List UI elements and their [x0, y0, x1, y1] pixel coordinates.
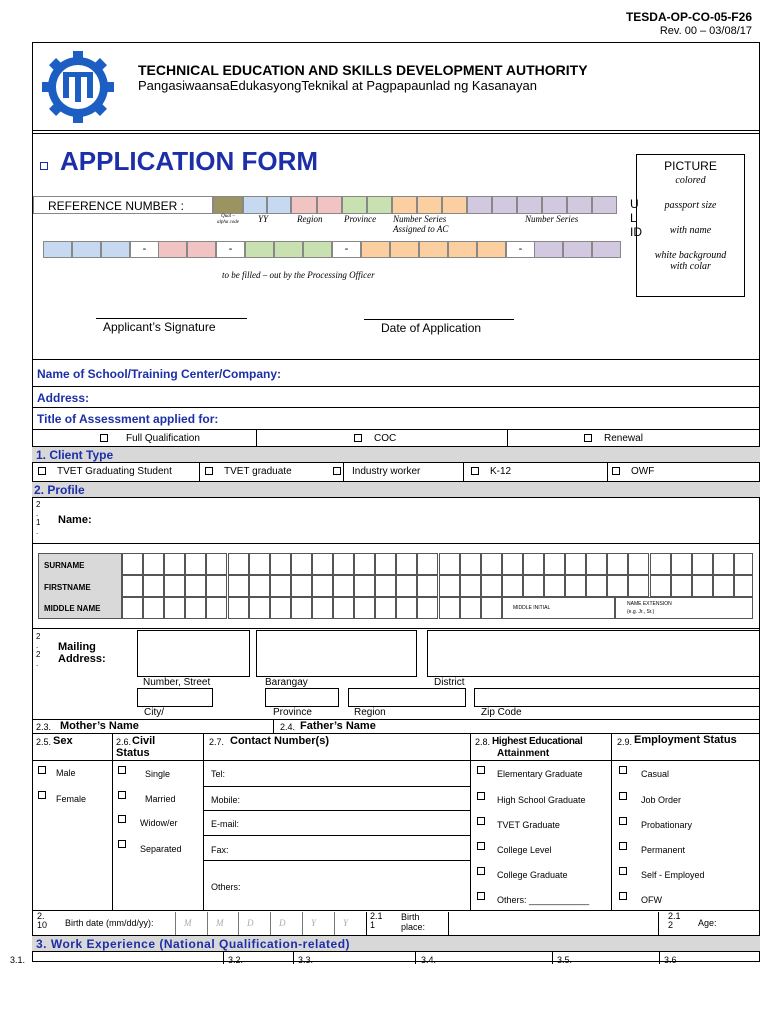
ref-sublabel-ns: Number Series — [525, 214, 579, 224]
name-item-number: 2 . 1 . — [36, 500, 41, 536]
assessment-title-label: Title of Assessment applied for: — [37, 412, 219, 426]
contact-label: Contact Number(s) — [230, 735, 330, 747]
district-label: District — [434, 677, 465, 688]
surname-label: SURNAME — [44, 561, 85, 570]
name-letter-box[interactable] — [206, 575, 227, 597]
assessment-option-coc[interactable] — [354, 433, 396, 444]
option-label: Probationary — [641, 820, 693, 830]
option-label: COC — [374, 433, 397, 444]
ref-sublabel-province: Province — [344, 214, 377, 224]
civil-number: 2.6. — [116, 737, 132, 747]
client-type-option[interactable] — [333, 466, 420, 477]
school-name-label: Name of School/Training Center/Company: — [37, 367, 282, 381]
ref-ac-box[interactable] — [442, 196, 467, 214]
checkbox-icon[interactable] — [477, 842, 485, 850]
name-letter-box[interactable] — [354, 553, 375, 575]
education-option[interactable] — [477, 764, 583, 779]
name-letter-box[interactable] — [692, 553, 713, 575]
civil-option-widow[interactable] — [118, 813, 178, 828]
name-letter-box[interactable] — [586, 553, 607, 575]
father-number: 2.4. — [280, 722, 296, 732]
region-input[interactable] — [348, 688, 466, 707]
partial-letter: L — [630, 211, 637, 225]
section-heading: 2. Profile — [34, 483, 85, 497]
civil-option-single[interactable] — [118, 764, 171, 779]
street-label: Number, Street — [143, 677, 211, 688]
barangay-input[interactable] — [256, 630, 417, 677]
province-label: Province — [273, 707, 312, 718]
option-label: TVET Graduate — [497, 820, 560, 830]
birth-date-label: Birth date (mm/dd/yy): — [65, 918, 154, 928]
name-letter-box[interactable] — [270, 575, 291, 597]
name-letter-box[interactable] — [439, 575, 460, 597]
name-letter-box[interactable] — [333, 597, 354, 619]
section-heading: 1. Client Type — [36, 448, 114, 462]
ref-entry-box[interactable] — [477, 241, 506, 258]
education-option[interactable] — [477, 790, 586, 805]
name-letter-box[interactable] — [312, 553, 333, 575]
birthplace-label: Birth place: — [401, 912, 426, 932]
employment-option[interactable] — [619, 865, 705, 880]
checkbox-icon[interactable] — [118, 840, 126, 848]
employment-option[interactable] — [619, 840, 686, 855]
client-type-option[interactable] — [471, 466, 511, 477]
checkbox-icon[interactable] — [333, 467, 341, 475]
name-letter-box[interactable] — [460, 575, 481, 597]
address-label: Address: — [37, 391, 90, 405]
ref-province-box[interactable] — [342, 196, 367, 214]
ref-entry-box[interactable] — [592, 241, 621, 258]
checkbox-icon[interactable] — [619, 792, 627, 800]
city-label: City/ — [144, 707, 164, 718]
name-letter-box[interactable] — [291, 575, 312, 597]
form-title: APPLICATION FORM — [60, 146, 319, 176]
name-letter-box[interactable] — [671, 553, 692, 575]
name-letter-box[interactable] — [228, 597, 249, 619]
checkbox-icon[interactable] — [471, 467, 479, 475]
civil-option-married[interactable] — [118, 789, 176, 804]
checkbox-icon[interactable] — [118, 791, 126, 799]
ref-dash-box: - — [130, 241, 159, 258]
name-letter-box[interactable] — [586, 575, 607, 597]
checkbox-icon[interactable] — [118, 815, 126, 823]
ref-sublabel-ns-ac: Number Series Assigned to AC — [393, 214, 449, 234]
client-type-option[interactable] — [38, 466, 172, 477]
employment-option[interactable] — [619, 815, 693, 830]
name-letter-box[interactable] — [417, 553, 438, 575]
name-letter-box[interactable] — [249, 597, 270, 619]
name-letter-box[interactable] — [249, 575, 270, 597]
checkbox-icon[interactable] — [619, 892, 627, 900]
option-label: Female — [56, 794, 87, 804]
name-letter-box[interactable] — [713, 575, 734, 597]
picture-line: white background — [654, 250, 727, 261]
option-label: Elementary Graduate — [497, 769, 583, 779]
name-letter-box[interactable] — [650, 553, 671, 575]
ref-yy-box[interactable] — [267, 196, 291, 214]
ref-ns-box[interactable] — [467, 196, 492, 214]
ref-entry-box[interactable] — [158, 241, 187, 258]
name-letter-box[interactable] — [523, 575, 544, 597]
form-code: TESDA-OP-CO-05-F26 — [625, 10, 752, 24]
mailing-item-number: 2 . 2 . — [36, 632, 41, 668]
name-letter-box[interactable] — [206, 553, 227, 575]
middle-name-label: MIDDLE NAME — [44, 604, 101, 613]
name-letter-box[interactable] — [481, 553, 502, 575]
name-letter-box[interactable] — [628, 575, 649, 597]
client-type-option[interactable] — [205, 466, 292, 477]
name-letter-box[interactable] — [481, 575, 502, 597]
name-letter-box[interactable] — [671, 575, 692, 597]
partial-letter: U — [630, 197, 639, 211]
option-label: Job Order — [641, 795, 682, 805]
employment-option[interactable] — [619, 790, 682, 805]
checkbox-icon[interactable] — [584, 434, 592, 442]
ref-dash-box: - — [506, 241, 535, 258]
age-label: Age: — [698, 918, 717, 928]
name-letter-box[interactable] — [544, 575, 565, 597]
option-label: Renewal — [604, 433, 643, 444]
contact-mobile-label: Mobile: — [211, 795, 241, 805]
education-option[interactable] — [477, 890, 590, 905]
ref-entry-box[interactable] — [101, 241, 130, 258]
name-letter-box[interactable] — [164, 597, 185, 619]
checkbox-icon[interactable] — [477, 766, 485, 774]
name-letter-box[interactable] — [228, 575, 249, 597]
option-label: Separated — [140, 844, 182, 854]
work-experience-section-header — [32, 935, 760, 952]
option-label: Casual — [641, 769, 670, 779]
work-col-label: 3.1. — [10, 955, 26, 965]
name-letter-box[interactable] — [734, 575, 753, 597]
ref-entry-box[interactable] — [563, 241, 592, 258]
birthplace-number: 2.1 1 — [370, 911, 383, 930]
mailing-label: Mailing — [58, 641, 96, 653]
name-letter-box[interactable] — [164, 575, 185, 597]
birth-date-box[interactable]: M — [207, 912, 238, 935]
contact-fax-label: Fax: — [211, 845, 229, 855]
barangay-label: Barangay — [265, 677, 308, 688]
name-letter-box[interactable] — [291, 553, 312, 575]
ref-ns-box[interactable] — [492, 196, 517, 214]
option-label: Married — [145, 794, 176, 804]
name-letter-box[interactable] — [375, 597, 396, 619]
name-letter-box[interactable] — [481, 597, 502, 619]
ref-entry-box[interactable] — [303, 241, 332, 258]
education-option[interactable] — [477, 840, 552, 855]
name-letter-box[interactable] — [291, 597, 312, 619]
employment-number: 2.9. — [617, 737, 633, 747]
picture-title: PICTURE — [664, 159, 717, 173]
name-letter-box[interactable] — [734, 553, 753, 575]
ref-entry-box[interactable] — [448, 241, 477, 258]
educ-label-2: Attainment — [497, 748, 550, 759]
picture-line: with colar — [670, 261, 711, 272]
partial-letter: ID — [630, 225, 642, 239]
picture-line: passport size — [664, 200, 717, 211]
education-option[interactable] — [477, 865, 568, 880]
mailing-label-2: Address: — [58, 653, 106, 665]
birthplace-input[interactable] — [448, 912, 659, 935]
name-letter-box[interactable] — [396, 575, 417, 597]
ref-entry-box[interactable] — [187, 241, 216, 258]
education-option[interactable] — [477, 815, 560, 830]
name-letter-box[interactable] — [312, 597, 333, 619]
ref-region-box[interactable] — [291, 196, 317, 214]
option-label: OWF — [631, 466, 655, 477]
ref-entry-box[interactable] — [245, 241, 274, 258]
checkbox-icon[interactable] — [38, 467, 46, 475]
name-letter-box[interactable] — [270, 597, 291, 619]
ref-sublabel-qual: Qual – alpha code — [216, 214, 240, 225]
contact-tel-label: Tel: — [211, 769, 226, 779]
revision-label: Rev. 00 – 03/08/17 — [659, 25, 752, 37]
name-extension-label: NAME EXTENSION — [627, 601, 672, 607]
ref-ac-box[interactable] — [417, 196, 442, 214]
checkbox-icon[interactable] — [38, 791, 46, 799]
province-input[interactable] — [265, 688, 339, 707]
zip-code-input[interactable] — [474, 688, 760, 707]
assessment-option-full[interactable] — [100, 433, 200, 444]
city-input[interactable] — [137, 688, 213, 707]
name-extension-example: (e.g. Jr., Sr.) — [627, 609, 655, 615]
name-letter-box[interactable] — [628, 553, 649, 575]
birth-date-box[interactable]: M — [175, 912, 206, 935]
option-label: TVET graduate — [224, 466, 292, 477]
checkbox-icon[interactable] — [612, 467, 620, 475]
ref-dash-box: - — [332, 241, 361, 258]
ref-sublabel-yy: YY — [258, 214, 269, 224]
work-col-label: 3.3. — [298, 955, 314, 965]
ref-province-box[interactable] — [367, 196, 392, 214]
street-input[interactable] — [137, 630, 250, 677]
name-letter-box[interactable] — [523, 553, 544, 575]
educ-number: 2.8. — [475, 737, 491, 747]
name-letter-box[interactable] — [185, 553, 206, 575]
name-letter-box[interactable] — [164, 553, 185, 575]
ref-entry-box[interactable] — [43, 241, 72, 258]
sex-option-female[interactable] — [38, 789, 87, 804]
name-letter-box[interactable] — [417, 575, 438, 597]
mother-number: 2.3. — [36, 722, 52, 732]
option-label: Male — [56, 768, 76, 778]
option-label: TVET Graduating Student — [57, 466, 172, 477]
age-number: 2.1 2 — [668, 911, 681, 930]
checkbox-icon[interactable] — [619, 842, 627, 850]
birth-date-box[interactable]: Y — [334, 912, 365, 935]
option-label: Widow/er — [140, 818, 178, 828]
option-label: High School Graduate — [497, 795, 586, 805]
name-letter-box[interactable] — [607, 553, 628, 575]
name-letter-box[interactable] — [122, 597, 143, 619]
contact-email-label: E-mail: — [211, 819, 240, 829]
birth-date-box[interactable]: D — [270, 912, 301, 935]
name-letter-box[interactable] — [143, 553, 164, 575]
sex-number: 2.5. — [36, 737, 52, 747]
name-letter-box[interactable] — [565, 575, 586, 597]
checkbox-icon[interactable] — [354, 434, 362, 442]
name-letter-box[interactable] — [692, 575, 713, 597]
ref-ac-box[interactable] — [392, 196, 417, 214]
ref-entry-box[interactable] — [72, 241, 101, 258]
name-letter-box[interactable] — [396, 553, 417, 575]
district-input[interactable] — [427, 630, 760, 677]
reference-number-label: REFERENCE NUMBER : — [33, 196, 213, 214]
name-letter-box[interactable] — [122, 553, 143, 575]
work-col-label: 3.4. — [421, 955, 437, 965]
sex-label: Sex — [53, 735, 73, 747]
section-heading: 3. Work Experience (National Qualification-related) — [36, 937, 351, 951]
ref-region-box[interactable] — [317, 196, 342, 214]
ref-entry-box[interactable] — [390, 241, 419, 258]
name-letter-box[interactable] — [460, 553, 481, 575]
name-letter-box[interactable] — [607, 575, 628, 597]
name-letter-box[interactable] — [122, 575, 143, 597]
client-type-section-header — [32, 446, 760, 463]
processing-officer-note: to be filled – out by the Processing Officer — [222, 270, 375, 280]
name-letter-box[interactable] — [333, 553, 354, 575]
name-letter-box[interactable] — [396, 597, 417, 619]
checkbox-icon[interactable] — [619, 766, 627, 774]
father-name-label: Father’s Name — [300, 720, 376, 732]
work-col-label: 3.2. — [228, 955, 244, 965]
name-letter-box[interactable] — [565, 553, 586, 575]
mother-name-label: Mother’s Name — [60, 720, 139, 732]
middle-initial-label: MIDDLE INITIAL — [513, 605, 551, 611]
checkbox-icon[interactable] — [118, 766, 126, 774]
checkbox-icon[interactable] — [100, 434, 108, 442]
name-label: Name: — [58, 514, 92, 526]
checkbox-icon[interactable] — [477, 817, 485, 825]
sex-option-male[interactable] — [38, 764, 76, 778]
name-letter-box[interactable] — [650, 575, 671, 597]
employment-label: Employment Status — [634, 734, 737, 746]
work-col-label: 3.6 — [664, 955, 677, 965]
birth-number: 2. 10 — [37, 911, 48, 930]
checkbox-icon[interactable] — [477, 867, 485, 875]
region-label: Region — [354, 707, 386, 718]
name-letter-box[interactable] — [143, 575, 164, 597]
name-letter-box[interactable] — [375, 553, 396, 575]
option-label: Industry worker — [352, 466, 421, 477]
ref-entry-box[interactable] — [274, 241, 303, 258]
tesda-gear-logo-icon — [36, 48, 120, 126]
ref-entry-box[interactable] — [419, 241, 448, 258]
checkbox-icon[interactable] — [619, 867, 627, 875]
name-letter-box[interactable] — [713, 553, 734, 575]
ref-entry-box[interactable] — [534, 241, 563, 258]
zip-code-label: Zip Code — [481, 707, 522, 718]
name-letter-box[interactable] — [185, 597, 206, 619]
agency-name: TECHNICAL EDUCATION AND SKILLS DEVELOPMENT AUTHORITY — [138, 62, 588, 78]
name-letter-box[interactable] — [249, 553, 270, 575]
employment-option[interactable] — [619, 890, 662, 905]
title-bullet-icon — [40, 162, 48, 170]
educ-label: Highest Educational — [492, 736, 583, 747]
client-type-option[interactable] — [612, 466, 654, 477]
name-letter-box[interactable] — [439, 553, 460, 575]
option-label: K-12 — [490, 466, 512, 477]
ref-ns-box[interactable] — [567, 196, 592, 214]
work-col-label: 3.5. — [557, 955, 573, 965]
civil-label: Civil — [132, 735, 156, 747]
name-letter-box[interactable] — [228, 553, 249, 575]
civil-label-2: Status — [116, 747, 150, 759]
name-letter-box[interactable] — [502, 575, 523, 597]
name-letter-box[interactable] — [270, 553, 291, 575]
employment-option[interactable] — [619, 764, 670, 779]
name-letter-box[interactable] — [185, 575, 206, 597]
civil-option-separated[interactable] — [118, 838, 182, 854]
checkbox-icon[interactable] — [38, 766, 46, 774]
name-letter-box[interactable] — [460, 597, 481, 619]
option-label: Others: ____________ — [497, 895, 590, 905]
option-label: College Graduate — [497, 870, 568, 880]
applicant-signature-label: Applicant’s Signature — [103, 320, 216, 334]
assessment-option-renewal[interactable] — [584, 433, 643, 444]
contact-number: 2.7. — [209, 737, 225, 747]
ref-dash-box: - — [216, 241, 245, 258]
ref-yy-box[interactable] — [243, 196, 267, 214]
checkbox-icon[interactable] — [477, 892, 485, 900]
ref-ns-box[interactable] — [517, 196, 542, 214]
name-letter-box[interactable] — [375, 575, 396, 597]
picture-box[interactable] — [636, 154, 745, 297]
birth-date-box[interactable]: D — [238, 912, 269, 935]
checkbox-icon[interactable] — [477, 792, 485, 800]
profile-section-header — [32, 481, 760, 498]
birth-date-box[interactable]: Y — [302, 912, 333, 935]
ref-sublabel-region: Region — [297, 214, 323, 224]
contact-others-label: Others: — [211, 882, 241, 892]
checkbox-icon[interactable] — [619, 817, 627, 825]
name-letter-box[interactable] — [143, 597, 164, 619]
option-label: Full Qualification — [126, 433, 200, 444]
name-letter-box[interactable] — [206, 597, 227, 619]
name-letter-box[interactable] — [354, 597, 375, 619]
picture-line: with name — [669, 225, 712, 236]
ref-ns-box[interactable] — [592, 196, 617, 214]
ref-ns-box[interactable] — [542, 196, 567, 214]
option-label: OFW — [641, 895, 662, 905]
name-letter-box[interactable] — [333, 575, 354, 597]
agency-filipino-name: PangasiwaansaEdukasyongTeknikal at Pagpapaunlad ng Kasanayan — [138, 78, 537, 93]
name-letter-box[interactable] — [439, 597, 460, 619]
name-letter-box[interactable] — [544, 553, 565, 575]
picture-line: colored — [675, 175, 706, 186]
ref-qual-box[interactable] — [213, 196, 243, 214]
option-label: Self - Employed — [641, 870, 705, 880]
option-label: College Level — [497, 845, 552, 855]
date-of-application-label: Date of Application — [381, 321, 482, 335]
name-letter-box[interactable] — [312, 575, 333, 597]
checkbox-icon[interactable] — [205, 467, 213, 475]
ref-entry-box[interactable] — [361, 241, 390, 258]
option-label: Single — [145, 769, 171, 779]
name-letter-box[interactable] — [502, 553, 523, 575]
option-label: Permanent — [641, 845, 686, 855]
name-letter-box[interactable] — [354, 575, 375, 597]
name-letter-box[interactable] — [417, 597, 438, 619]
firstname-label: FIRSTNAME — [44, 583, 91, 592]
